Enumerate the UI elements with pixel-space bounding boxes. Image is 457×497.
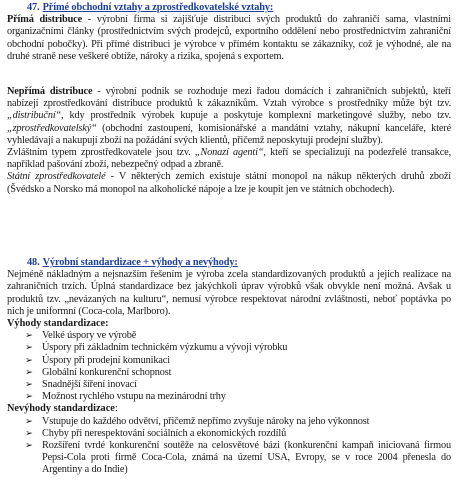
standardization-intro-text-a: Nejméně nákladným a nejsnazším řešením je výroba zcela standardizovaných produktů a jejich realizace na zahraničních trzích. Úplná standardizace bez jakýchkoli úprav výrobků však obvykle není možná. Avšak u produktů tzv.: [7, 269, 451, 305]
distribution-quote: „distribuční“: [7, 110, 62, 122]
arrow-bullet-icon: ➢: [25, 392, 33, 403]
list-item-text: Snadnější šíření inovací: [42, 379, 137, 391]
intermediary-quote: „zprostředkovatelský“: [7, 122, 97, 134]
list-item: [25, 379, 451, 391]
list-item-text: Globální konkurenční schopnost: [42, 366, 172, 378]
list-item: [25, 355, 451, 367]
list-item-text: Chyby při nerespektování sociálních a ekonomických rozdílů: [42, 427, 287, 439]
list-item-text: Rozšíření tvrdé konkurenční soutěže na celosvětové bázi (konkurenční kampaň iniciovaná firmou Pepsi-Cola proti firmě Coca-Cola, známá na území USA, Evropy, se v roce 2004 přenesla do Argentiny a do Indie): [42, 440, 451, 476]
state-intermediaries-term: Státní zprostředkovatelé: [7, 171, 106, 183]
special-agents-paragraph: [7, 147, 451, 171]
special-agents-text-b: , kteří se specializují na podezřelé transakce, například pašování zboží, nebezpečný odpad a zbraně.: [7, 147, 451, 171]
list-item: [25, 428, 451, 440]
direct-distribution-paragraph: [7, 14, 451, 63]
list-item: [25, 342, 451, 354]
disadvantages-heading-row: [7, 403, 451, 415]
section-47-number: 47.: [27, 2, 40, 13]
section-47: [7, 2, 451, 63]
standardization-intro-text-b: , nemusí výrobce respektovat národní zvláštnosti, neboť poptávka po nich je uniformní (Coca-cola, Marlboro).: [7, 293, 451, 317]
arrow-bullet-icon: ➢: [25, 441, 33, 452]
arrow-bullet-icon: ➢: [25, 343, 33, 354]
arrow-bullet-icon: ➢: [25, 355, 33, 366]
list-item-text: Velké úspory ve výrobě: [42, 330, 137, 342]
list-item: [25, 440, 451, 477]
indirect-distribution-text-c: (obchodní zastoupení, komisionářské a mandátní vztahy, nákupní kanceláře, které vyhledávají a nakupují zboží na požádání svých klientů, přičemž neposkytují prodejní služby).: [7, 122, 451, 146]
advantages-heading: Výhody standardizace:: [7, 318, 109, 330]
section-48-heading: [7, 257, 451, 269]
list-item-text: Úspory při prodejní komunikaci: [42, 354, 170, 366]
direct-distribution-term: Přímá distribuce: [7, 14, 83, 26]
state-intermediaries-paragraph: [7, 171, 451, 195]
indirect-distribution-term: Nepřímá distribuce: [7, 86, 93, 97]
indirect-distribution-text-b: , kdy prostředník výrobek kupuje a poskytuje komplexní marketingové služby, nebo tzv.: [61, 110, 451, 122]
indirect-distribution-block: [7, 86, 451, 196]
direct-distribution-text: - výrobní firma si zajišťuje distribuci svých produktů do zahraničí sama, vlastními organizačními články (prostřednictvím svých prodejců, exportního oddělení nebo prostřednictvím zahraniční obchodní pobočky). Při přímé distribuci je výrobce v přímém kontaktu se zákazníky, což je výhodné, ale na druhé straně nese veškeré obtíže, nároky a rizika, spojená s exportem.: [7, 14, 452, 62]
disadvantages-heading: Nevýhody standardizace: [7, 403, 115, 415]
disadvantages-list: [7, 416, 451, 477]
list-item-text: Vstupuje do každého odvětví, přičemž nepřímo zvyšuje nároky na jeho výkonnost: [42, 415, 370, 427]
arrow-bullet-icon: ➢: [25, 367, 33, 378]
special-agents-text-a: Zvláštním typem zprostředkovatele jsou tzv.: [7, 147, 195, 159]
culture-free-quote: „nevázaných na kulturu“: [64, 293, 167, 305]
arrow-bullet-icon: ➢: [25, 416, 33, 427]
section-48-title: Výrobní standardizace + výhody a nevýhody:: [42, 257, 238, 268]
state-intermediaries-text: - V některých zemích existuje státní monopol na nákup některých druhů zboží (Švédsko a Norsko má monopol na alkoholické nápoje a lze je koupit jen ve státních obchodech).: [7, 171, 451, 195]
section-47-heading: [7, 2, 451, 14]
disadvantages-colon: :: [114, 403, 118, 415]
advantages-list: [7, 330, 451, 403]
section-48: [7, 257, 451, 477]
indirect-distribution-paragraph: [7, 86, 451, 147]
list-item: [25, 391, 451, 403]
arrow-bullet-icon: ➢: [25, 428, 33, 439]
arrow-bullet-icon: ➢: [25, 380, 33, 391]
list-item: [25, 330, 451, 342]
list-item-text: Možnost rychlého vstupu na mezinárodní trhy: [42, 391, 226, 403]
arrow-bullet-icon: ➢: [25, 331, 33, 342]
list-item: [25, 367, 451, 379]
list-item: [25, 416, 451, 428]
indirect-distribution-text-a: - výrobní podnik se rozhoduje mezi řadou domácích i zahraničních subjektů, kteří nabízejí zprostředkování distribuce produktů k zákazníkům. Vztah výrobce s prostředníky může být tzv.: [7, 86, 451, 110]
special-agents-quote: „Nonazí agenti“: [194, 147, 264, 159]
section-48-number: 48.: [27, 257, 40, 268]
standardization-intro-paragraph: [7, 269, 451, 318]
list-item-text: Úspory při základním technickém výzkumu a vývoji výrobku: [42, 342, 288, 354]
section-47-title: Přímé obchodní vztahy a zprostředkovatelské vztahy:: [42, 2, 274, 13]
